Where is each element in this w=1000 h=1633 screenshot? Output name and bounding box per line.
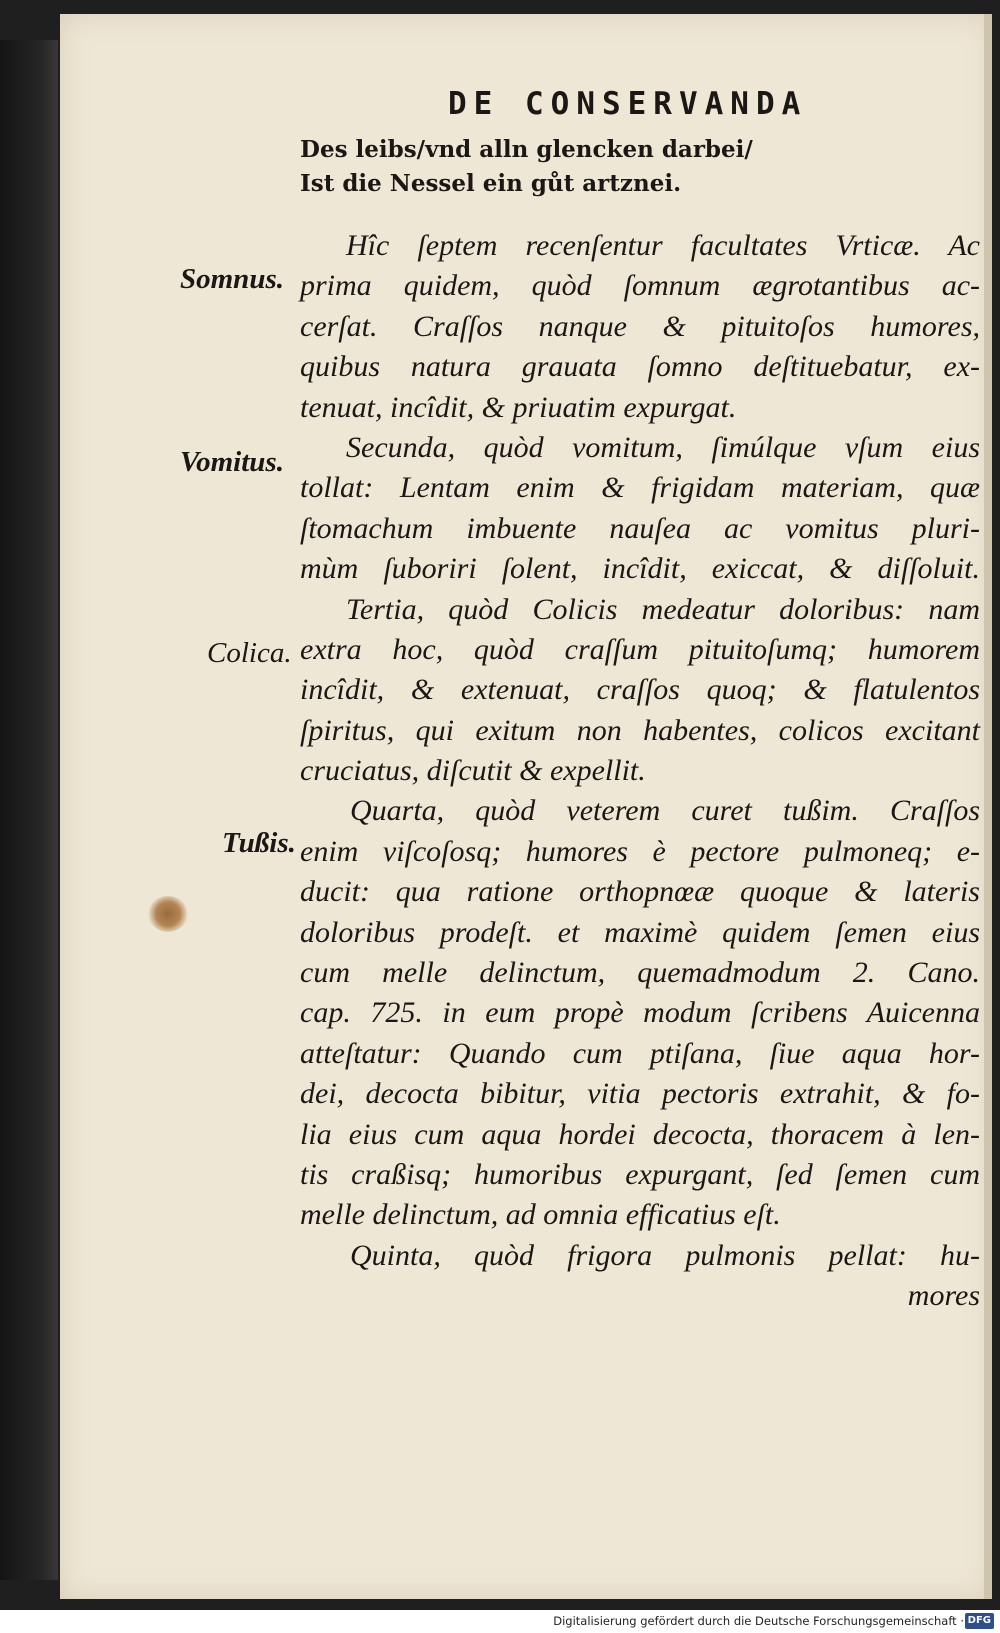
text-line: mùm ſuboriri ſolent, incîdit, exiccat, & diſſoluit.	[300, 552, 980, 586]
text-line: Hîc ſeptem recenſentur facultates Vrticæ. Ac	[346, 229, 980, 262]
text-line: doloribus prodeſt. et maximè quidem ſemen eius	[300, 915, 980, 949]
page-edge	[984, 14, 992, 1599]
text-line: cum melle delinctum, quemadmodum 2. Cano.	[300, 956, 980, 990]
text-line: melle delinctum, ad omnia efficatius eſt.	[300, 1198, 781, 1232]
margin-note-tussis: Tußis.	[222, 827, 296, 859]
text-line: lia eius cum aqua hordei decocta, thoracem à len-	[300, 1117, 980, 1151]
running-head: DE CONSERVANDA	[448, 86, 808, 122]
text-line: prima quidem, quòd ſomnum ægrotantibus ac-	[300, 269, 980, 303]
text-line: quibus natura grauata ſomno deſtituebatur, ex-	[300, 350, 980, 384]
text-line: Secunda, quòd vomitum, ſimúlque vſum eius	[346, 430, 980, 464]
digitization-footer	[0, 1610, 1000, 1633]
text-line: cerſat. Craſſos nanque & pituitoſos humores,	[300, 309, 980, 343]
footer-credit: Digitalisierung gefördert durch die Deutsche Forschungsgemeinschaft ·	[553, 1614, 964, 1628]
text-line: Tertia, quòd Colicis medeatur doloribus: nam	[346, 592, 980, 626]
book-cover-edge	[0, 40, 58, 1580]
text-line: Quarta, quòd veterem curet tußim. Craſſos	[350, 794, 980, 828]
german-rhyme-line-1: Des leibs/vnd alln glencken darbei/	[300, 136, 753, 163]
text-line: cap. 725. in eum propè modum ſcribens Auicenna	[300, 996, 980, 1030]
german-rhyme-line-2: Ist die Nessel ein gůt artznei.	[300, 170, 682, 197]
text-line: dei, decocta bibitur, vitia pectoris extrahit, & fo-	[300, 1077, 980, 1111]
text-line: ſpiritus, qui exitum non habentes, colicos excitant	[300, 713, 980, 747]
text-line: tis craßisq; humoribus expurgant, ſed ſemen cum	[300, 1157, 980, 1191]
margin-note-somnus: Somnus.	[180, 263, 284, 295]
text-line: incîdit, & extenuat, craſſos quoq; & flatulentos	[300, 673, 980, 707]
text-line: ducit: qua ratione orthopnœæ quoque & lateris	[300, 875, 980, 909]
text-line: atteſtatur: Quando cum ptiſana, ſiue aqua hor-	[300, 1036, 980, 1070]
dfg-logo: DFG	[965, 1613, 994, 1629]
latin-body-text	[300, 226, 980, 1317]
text-line: extra hoc, quòd craſſum pituitoſumq; humorem	[300, 632, 980, 666]
margin-note-vomitus: Vomitus.	[180, 446, 284, 478]
text-line: tenuat, incîdit, & priuatim expurgat.	[300, 390, 737, 424]
paper-stain	[148, 896, 188, 932]
catchword: mores	[907, 1279, 980, 1313]
margin-note-colica: Colica.	[207, 637, 292, 669]
text-line: Quinta, quòd frigora pulmonis pellat: hu-	[350, 1238, 980, 1272]
text-line: tollat: Lentam enim & frigidam materiam, quæ	[300, 471, 980, 505]
text-line: ſtomachum imbuente nauſea ac vomitus pluri-	[300, 511, 980, 545]
text-line: enim viſcoſosq; humores è pectore pulmoneq; e-	[300, 834, 980, 868]
text-line: cruciatus, diſcutit & expellit.	[300, 754, 646, 788]
